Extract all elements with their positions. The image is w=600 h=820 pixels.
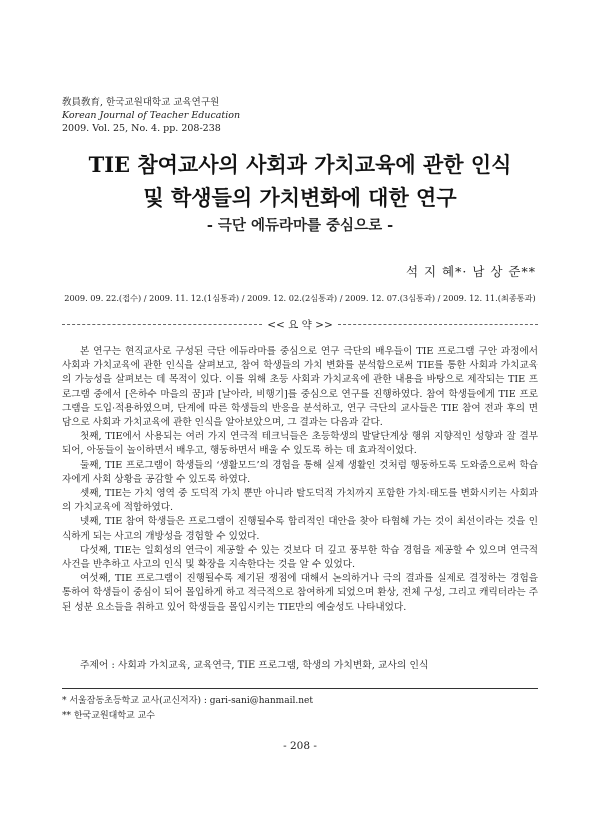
journal-info: [62, 96, 240, 135]
abstract-heading: [62, 317, 538, 331]
abstract-heading-label: << 요 약 >>: [267, 319, 333, 331]
title-line-1: TIE 참여교사의 사회과 가치교육에 관한 인식: [88, 152, 512, 177]
footnote-author-2: ** 한국교원대학교 교수: [62, 711, 155, 721]
abstract-paragraph: 여섯째, TIE 프로그램이 진행될수록 제기된 쟁점에 대해서 논의하거나 극의 결과를 실제로 결정하는 경험을 통하여 학생들이 중심이 되어 몰입하게 하고 적극적으로 참여하게 되었으며 환상, 전체 구성, 그리고 캐릭터라는 주된 성분 요소들을 취하고 있어 학생들을 몰입시키는 TIE만의 예술성도 나타내었다.: [62, 573, 538, 613]
abstract-paragraph: 넷째, TIE 참여 학생들은 프로그램이 진행될수록 합리적인 대안을 찾아 타협해 가는 것이 최선이라는 것을 인식하게 되는 사고의 개방성을 경험할 수 있었다.: [62, 516, 538, 542]
review-dates: 2009. 09. 22.(접수) / 2009. 11. 12.(1심통과) / 2009. 12. 02.(2심통과) / 2009. 12. 07.(3심통과) / 2009. 12. 11.(최종통과): [64, 293, 536, 303]
footnotes: [62, 694, 313, 724]
footnote-author-1: * 서울잠동초등학교 교사(교신저자) : gari-sani@hanmail.net: [62, 696, 313, 706]
paper-subtitle: - 극단 에듀라마를 중심으로 -: [206, 217, 394, 234]
paper-title: [40, 148, 560, 214]
abstract-paragraph: 첫째, TIE에서 사용되는 여러 가지 연극적 테크닉들은 초등학생의 발달단계상 행위 지향적인 성향과 잘 결부되어, 아동들이 놀이하면서 배우고, 행동하면서 배울 수 있도록 하는 데 효과적이었다.: [62, 431, 538, 457]
abstract-body: [62, 345, 538, 615]
authors: 석 지 혜*· 남 상 준**: [405, 264, 536, 279]
page-number: - 208 -: [283, 740, 317, 752]
journal-volume: 2009. Vol. 25, No. 4. pp. 208-238: [62, 123, 221, 134]
journal-name: 敎員敎育, 한국교원대학교 교육연구원: [62, 97, 220, 108]
footnote-divider: [62, 688, 538, 689]
heading-rule-right: [338, 324, 538, 325]
keywords: 주제어 : 사회과 가치교육, 교육연극, TIE 프로그램, 학생의 가치변화, 교사의 인식: [80, 660, 429, 671]
journal-english-name: Korean Journal of Teacher Education: [62, 110, 241, 121]
abstract-paragraph: 셋째, TIE는 가치 영역 중 도덕적 가치 뿐만 아니라 탈도덕적 가치까지 포함한 가치·태도를 변화시키는 사회과의 가치교육에 적합하였다.: [62, 488, 538, 514]
abstract-paragraph: 본 연구는 현직교사로 구성된 극단 에듀라마를 중심으로 연구 극단의 배우들이 TIE 프로그램 구안 과정에서 사회과 가치교육에 관한 인식을 살펴보고, 참여 학생들의 가치 변화를 분석함으로써 TIE를 통한 사회과 가치교육의 가능성을 살펴보는 데 목적이 있다. 이를 위해 초등 사회과 가치교육에 관한 내용을 바탕으로 제작되는 TIE 프로그램 중에서 [은하수 마을의 꿈]과 [날아라, 비행기]를 중심으로 연구를 진행하였다. 참여 학생들에게 TIE 프로그램을 도입·적용하였으며, 단계에 따른 학생들의 반응을 분석하고, 연구 극단의 교사들은 TIE 참여 전과 후의 면담으로 사회과 가치교육에 관한 인식을 알아보았으며, 그 결과는 다음과 같다.: [62, 346, 538, 429]
abstract-paragraph: 다섯째, TIE는 일회성의 연극이 제공할 수 있는 것보다 더 깊고 풍부한 학습 경험을 제공할 수 있으며 연극적 사건을 반추하고 사고의 인식 및 확장을 지속한다는 것을 알 수 있었다.: [62, 544, 538, 571]
heading-rule-left: [62, 324, 262, 325]
title-line-2: 및 학생들의 가치변화에 대한 연구: [143, 185, 457, 210]
abstract-paragraph: 둘째, TIE 프로그램이 학생들의 ‘생활모드’의 경험을 통해 실제 생활인 것처럼 행동하도록 도와줌으로써 학습자에게 사회 상황을 공감할 수 있도록 하였다.: [62, 459, 538, 485]
